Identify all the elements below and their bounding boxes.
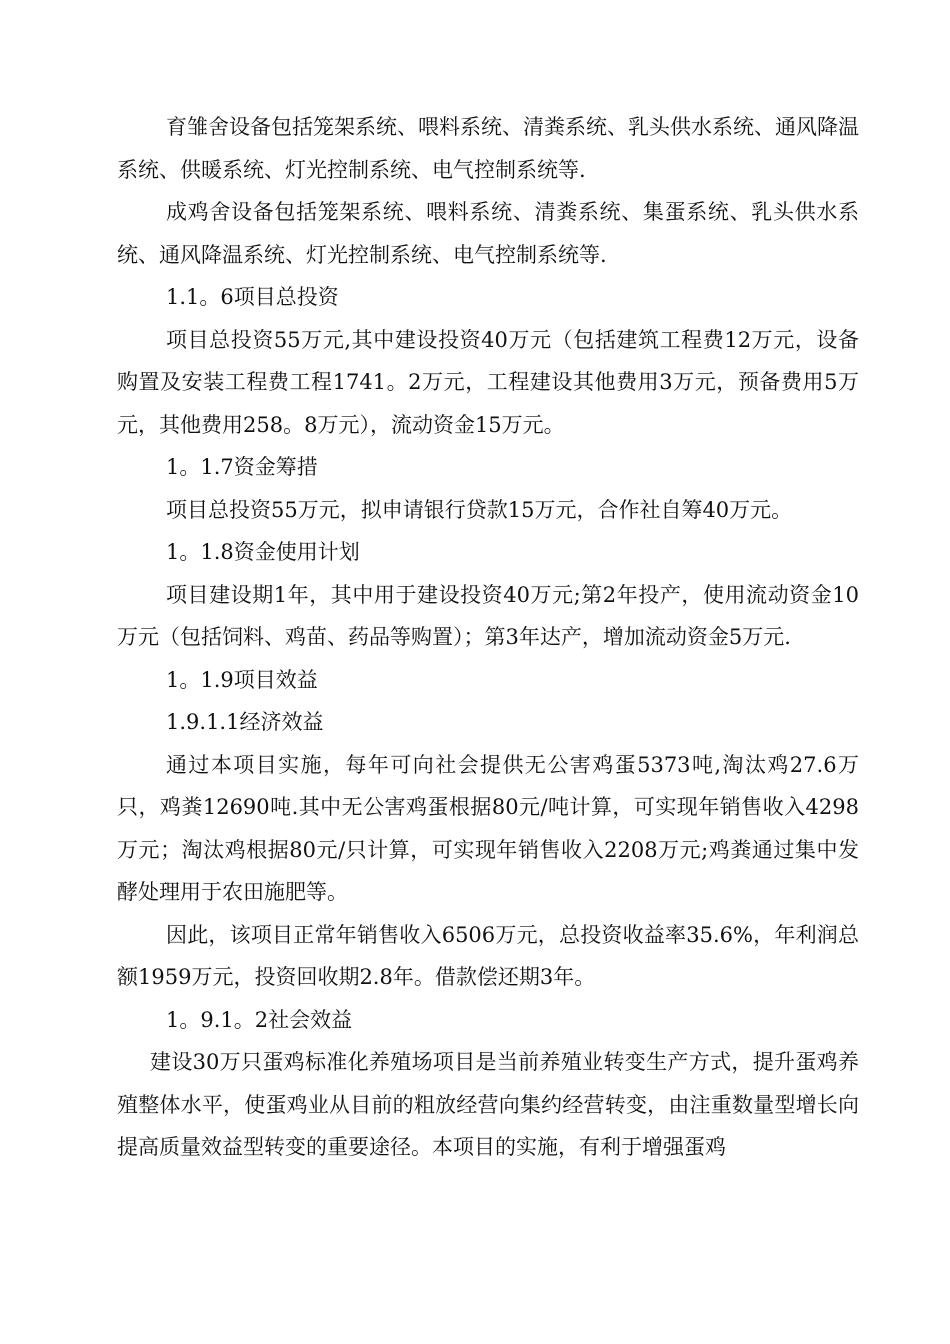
paragraph-layer-equipment: 成鸡舍设备包括笼架系统、喂料系统、清粪系统、集蛋系统、乳头供水系统、通风降温系统、灯光控制系统、电气控制系统等. xyxy=(117,200,859,267)
heading-project-benefits: 1。1.9项目效益 xyxy=(166,667,318,692)
heading-economic-benefits: 1.9.1.1经济效益 xyxy=(166,710,324,734)
paragraph-revenue-summary: 因此，该项目正常年销售收入6506万元，总投资收益率35.6%，年利润总额1959万元，投资回收期2.8年。借款偿还期3年。 xyxy=(117,922,859,989)
paragraph-brooding-equipment: 育雏舍设备包括笼架系统、喂料系统、清粪系统、乳头供水系统、通风降温系统、供暖系统、灯光控制系统、电气控制系统等. xyxy=(117,115,859,182)
heading-fund-raising: 1。1.7资金筹措 xyxy=(166,455,318,479)
document-body xyxy=(117,106,859,1169)
paragraph-social-benefits: 建设30万只蛋鸡标准化养殖场项目是当前养殖业转变生产方式，提升蛋鸡养殖整体水平，使蛋鸡业从目前的粗放经营向集约经营转变，由注重数量型增长向提高质量效益型转变的重要途径。本项目的实施，有利于增强蛋鸡 xyxy=(117,1050,859,1159)
paragraph-total-investment: 项目总投资55万元,其中建设投资40万元（包括建筑工程费12万元，设备购置及安装工程费工程1741。2万元，工程建设其他费用3万元，预备费用5万元，其他费用258。8万元），流动资金15万元。 xyxy=(117,327,859,437)
paragraph-fund-raising: 项目总投资55万元，拟申请银行贷款15万元，合作社自筹40万元。 xyxy=(166,497,793,522)
paragraph-economic-benefits: 通过本项目实施，每年可向社会提供无公害鸡蛋5373吨,淘汰鸡27.6万只，鸡粪12690吨.其中无公害鸡蛋根据80元/吨计算，可实现年销售收入4298万元；淘汰鸡根据80元/只计算，可实现年销售收入2208万元;鸡粪通过集中发酵处理用于农田施肥等。 xyxy=(117,752,859,904)
heading-total-investment: 1.1。6项目总投资 xyxy=(166,285,339,309)
heading-fund-use-plan: 1。1.8资金使用计划 xyxy=(166,540,360,564)
heading-social-benefits: 1。9.1。2社会效益 xyxy=(166,1007,353,1032)
paragraph-fund-use-plan: 项目建设期1年，其中用于建设投资40万元;第2年投产，使用流动资金10万元（包括饲料、鸡苗、药品等购置）；第3年达产，增加流动资金5万元. xyxy=(117,582,859,649)
